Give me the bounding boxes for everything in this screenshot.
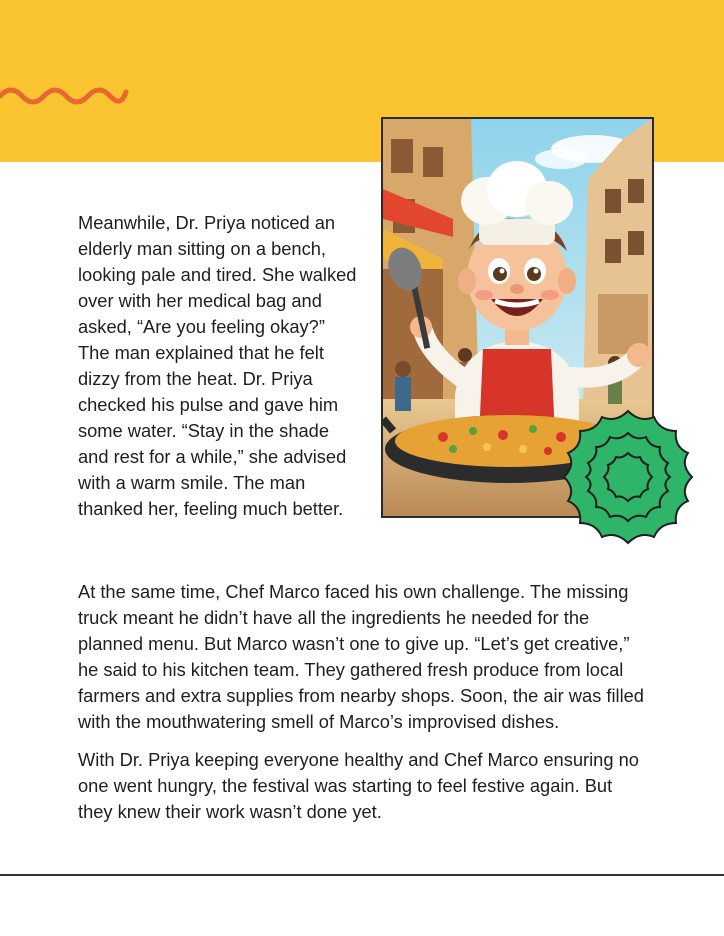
wavy-line-icon xyxy=(0,82,130,110)
bottom-divider xyxy=(0,874,724,876)
story-paragraph-2: At the same time, Chef Marco faced his own challenge. The missing truck meant he didn’t have all the ingredients he needed for the planned menu. But Marco wasn’t one to give up. “Let’s get creative,” he said to his kitchen team. They gathered fresh produce from local farmers and extra supplies from nearby shops. Soon, the air was filled with the mouthwatering smell of Marco’s improvised dishes. xyxy=(78,581,644,732)
story-paragraph-1: Meanwhile, Dr. Priya noticed an elderly man sitting on a bench, looking pale and tired. She walked over with her medical bag and asked, “Are you feeling okay?” The man explained that he felt dizzy from the heat. Dr. Priya checked his pulse and gave him some water. “Stay in the shade and rest for a while,” she advised with a warm smile. The man thanked her, feeling much better. xyxy=(78,212,357,519)
story-paragraph-3: With Dr. Priya keeping everyone healthy and Chef Marco ensuring no one went hungry, the festival was starting to feel festive again. But they knew their work wasn’t done yet. xyxy=(78,749,639,822)
scalloped-seal-icon xyxy=(560,409,696,545)
